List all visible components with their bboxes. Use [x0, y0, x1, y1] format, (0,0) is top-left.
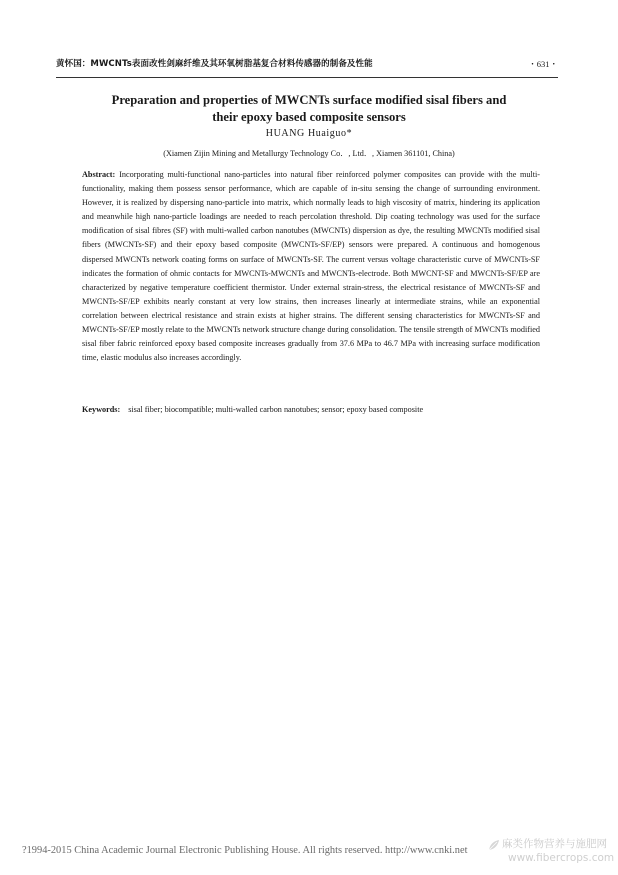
article-title-line-2: their epoxy based composite sensors	[212, 110, 406, 124]
watermark	[488, 836, 614, 868]
abstract	[82, 168, 540, 365]
author: HUANG Huaiguo*	[265, 128, 353, 139]
watermark-text: 麻类作物营养与施肥网	[502, 838, 607, 850]
watermark-url: www.fibercrops.com	[508, 852, 615, 864]
keywords	[82, 403, 540, 417]
keywords-label: Keywords:	[82, 405, 121, 414]
abstract-text: Incorporating multi-functional nano-particles into natural fiber reinforced polymer composites can provide with the multi-functionality, making them possess sensor performance, which are capable of in-situ sensing the change of surrounding environment. However, it is realized by dispersing nano-particle into matrix, which normally leads to high viscosity of matrix, hindering its application and meanwhile high nano-particle loadings are needed to reach percolation threshold. Dip coating technology was used for the surface modification of sisal fibres (SF) with multi-walled carbon nanotubes (MWCNTs) dispersion as dye, the resulting MWCNTs modified sisal fibers (MWCNTs-SF) and their epoxy based composite (MWCNTs-SF/EP) sensors were prepared. A continuous and homogenous dispersed MWCNTs network coating forms on surface of MWCNTs-SF. The current versus voltage characteristic curve of MWCNTs-SF indicates the formation of ohmic contacts for MWCNTs-MWCNTs and MWCNTs-electrode. Both MWCNT-SF and MWCNTs-SF/EP are characterized by negative temperature coefficient thermistor. Under external strain-stress, the electrical resistance of MWCNTs-SF and MWCNTs-SF/EP exhibits nearly constant at very low strains, then increases linearly at intermediate strains, while an exponential correlation between electrical resistance and strain exists at higher strains. The different sensing characteristics for MWCNTs-SF and MWCNTs-SF/EP mostly relate to the MWCNTs network structure change during consolidation. The tensile strength of MWCNTs modified sisal fiber fabric reinforced epoxy based composite increases gradually from 37.6 MPa to 46.7 MPa with increasing surface modification time, elastic modulus also increases accordingly.	[82, 170, 540, 363]
affiliation: (Xiamen Zijin Mining and Metallurgy Technology Co．, Ltd．, Xiamen 361101, China)	[163, 149, 455, 158]
copyright-footer: ?1994-2015 China Academic Journal Electronic Publishing House. All rights reserved. http://www.cnki.net	[22, 845, 468, 856]
running-title: 黄怀国：MWCNTs表面改性剑麻纤维及其环氧树脂基复合材料传感器的制备及性能	[56, 59, 373, 69]
keywords-text: sisal fiber; biocompatible; multi-walled carbon nanotubes; sensor; epoxy based composite	[128, 405, 424, 414]
article-title	[60, 92, 558, 126]
page-number: ・631・	[528, 59, 558, 69]
article-title-line-1: Preparation and properties of MWCNTs surface modified sisal fibers and	[111, 93, 507, 107]
abstract-label: Abstract:	[82, 170, 116, 179]
leaf-logo-icon	[488, 839, 500, 851]
running-header	[56, 57, 558, 78]
